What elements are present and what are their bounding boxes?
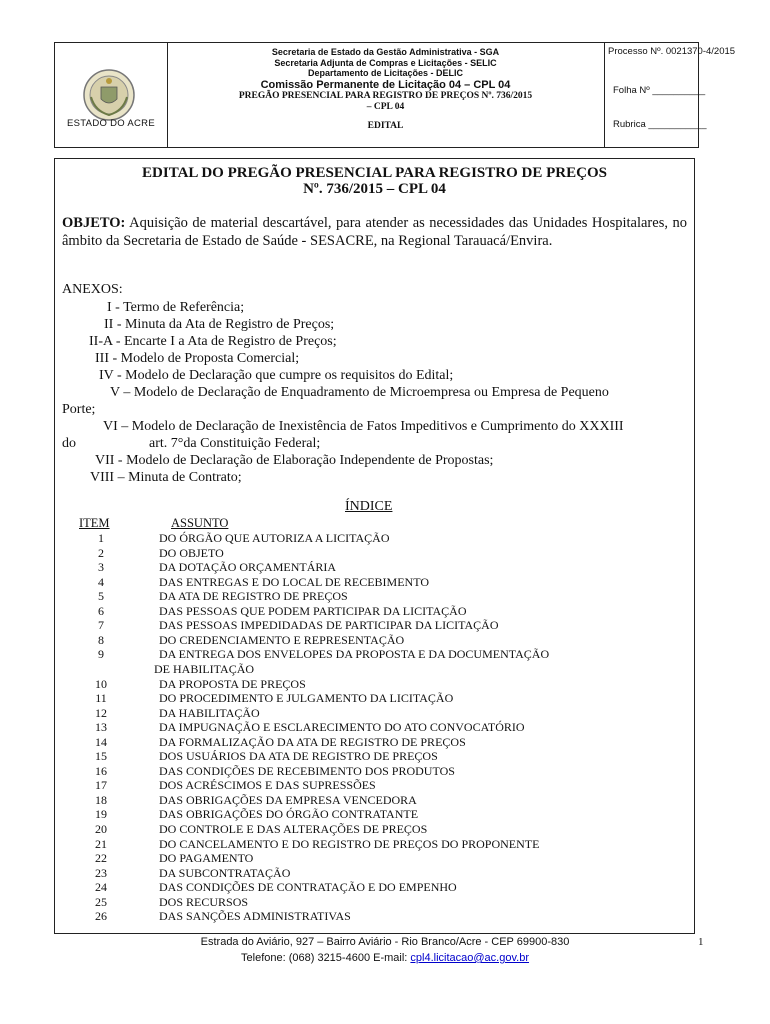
footer-phone: Telefone: (068) 3215-4600 E-mail: bbox=[241, 952, 411, 964]
anexo-item: II-A - Encarte I a Ata de Registro de Preços; bbox=[89, 334, 337, 349]
indice-row bbox=[55, 807, 694, 822]
indice-item-subject: DO OBJETO bbox=[159, 545, 224, 560]
anexo-item: V – Modelo de Declaração de Enquadramento de Microempresa ou Empresa de Pequeno bbox=[110, 385, 609, 400]
anexo-item: do bbox=[62, 436, 76, 451]
indice-row bbox=[55, 546, 694, 561]
indice-row bbox=[55, 778, 694, 793]
indice-item-subject: DOS RECURSOS bbox=[159, 894, 249, 909]
indice-item-subject: DAS CONDIÇÕES DE CONTRATAÇÃO E DO EMPENHO bbox=[159, 880, 457, 895]
indice-item-subject: DAS SANÇÕES ADMINISTRATIVAS bbox=[159, 909, 351, 924]
anexo-item: VIII – Minuta de Contrato; bbox=[90, 470, 242, 485]
document-body bbox=[54, 158, 695, 934]
indice-row bbox=[55, 633, 694, 648]
indice-item-subject: DA FORMALIZAÇÃO DA ATA DE REGISTRO DE PREÇOS bbox=[159, 734, 466, 749]
indice-item-number: 5 bbox=[98, 589, 104, 604]
indice-item-subject: DA ATA DE REGISTRO DE PREÇOS bbox=[159, 589, 348, 604]
indice-item-subject: DOS ACRÉSCIMOS E DAS SUPRESSÕES bbox=[159, 778, 376, 793]
objeto-paragraph bbox=[62, 215, 687, 250]
indice-item-subject: DA IMPUGNAÇÃO E ESCLARECIMENTO DO ATO CONVOCATÓRIO bbox=[159, 720, 525, 735]
page-number: 1 bbox=[698, 936, 704, 948]
indice-item-subject: DO CANCELAMENTO E DO REGISTRO DE PREÇOS DO PROPONENTE bbox=[159, 836, 540, 851]
indice-title: ÍNDICE bbox=[345, 499, 393, 514]
indice-item-number: 17 bbox=[95, 778, 107, 793]
indice-row bbox=[55, 706, 694, 721]
indice-item-subject: DO ÓRGÃO QUE AUTORIZA A LICITAÇÃO bbox=[159, 531, 390, 545]
header-line-sga: Secretaria de Estado da Gestão Administrativa - SGA bbox=[271, 47, 500, 57]
indice-row bbox=[55, 749, 694, 764]
state-seal-icon bbox=[81, 67, 137, 123]
indice-row bbox=[55, 880, 694, 895]
anexo-item: VII - Modelo de Declaração de Elaboração Independente de Propostas; bbox=[95, 453, 494, 468]
indice-row bbox=[55, 560, 694, 575]
indice-item-subject: DE HABILITAÇÃO bbox=[154, 661, 255, 676]
anexo-item: III - Modelo de Proposta Comercial; bbox=[95, 351, 300, 366]
indice-row bbox=[55, 618, 694, 633]
header-line-selic: Secretaria Adjunta de Compras e Licitações - SELIC bbox=[274, 57, 497, 68]
indice-item-number: 16 bbox=[95, 763, 107, 778]
indice-item-subject: DAS CONDIÇÕES DE RECEBIMENTO DOS PRODUTOS bbox=[159, 763, 455, 778]
indice-item-number: 13 bbox=[95, 720, 107, 735]
header-process-cell bbox=[604, 43, 736, 147]
indice-item-subject: DAS PESSOAS IMPEDIDADAS DE PARTICIPAR DA LICITAÇÃO bbox=[159, 618, 499, 633]
indice-item-subject: DA DOTAÇÃO ORÇAMENTÁRIA bbox=[159, 560, 337, 575]
indice-item-number: 4 bbox=[98, 574, 104, 589]
indice-item-number: 7 bbox=[98, 618, 104, 633]
indice-item-number: 25 bbox=[95, 894, 107, 909]
indice-item-subject: DAS OBRIGAÇÕES DA EMPRESA VENCEDORA bbox=[159, 792, 417, 807]
indice-item-subject: DA SUBCONTRATAÇÃO bbox=[159, 865, 291, 880]
footer-email-link[interactable]: cpl4.licitacao@ac.gov.br bbox=[410, 952, 529, 964]
indice-item-subject: DO PROCEDIMENTO E JULGAMENTO DA LICITAÇÃO bbox=[159, 691, 454, 706]
indice-row bbox=[55, 647, 694, 662]
anexo-item: art. 7°da Constituição Federal; bbox=[149, 436, 321, 451]
indice-row bbox=[55, 866, 694, 881]
document-header bbox=[54, 42, 736, 148]
header-line-delic: Departamento de Licitações - DELIC bbox=[307, 68, 464, 78]
indice-row bbox=[55, 662, 694, 677]
footer-address: Estrada do Aviário, 927 – Bairro Aviário - Rio Branco/Acre - CEP 69900-830 bbox=[200, 936, 570, 948]
indice-item-subject: DO CONTROLE E DAS ALTERAÇÕES DE PREÇOS bbox=[159, 822, 428, 836]
folha-field: Folha Nº __________ bbox=[613, 85, 706, 96]
header-seal-cell bbox=[55, 43, 168, 147]
indice-item-number: 14 bbox=[95, 734, 107, 749]
indice-row bbox=[55, 691, 694, 706]
indice-item-number: 9 bbox=[98, 647, 104, 662]
state-label: ESTADO DO ACRE bbox=[67, 118, 155, 129]
indice-item-number: 23 bbox=[95, 865, 107, 880]
header-line-pregao: PREGÃO PRESENCIAL PARA REGISTRO DE PREÇOS Nº. 736/2015 bbox=[238, 90, 533, 101]
indice-row bbox=[55, 735, 694, 750]
indice-item-number: 3 bbox=[98, 560, 104, 575]
indice-item-subject: DAS ENTREGAS E DO LOCAL DE RECEBIMENTO bbox=[159, 574, 429, 589]
indice-row bbox=[55, 677, 694, 692]
indice-row bbox=[55, 793, 694, 808]
anexo-item: VI – Modelo de Declaração de Inexistência de Fatos Impeditivos e Cumprimento do XXXIII bbox=[103, 419, 624, 434]
document-title-line1: EDITAL DO PREGÃO PRESENCIAL PARA REGISTRO DE PREÇOS bbox=[142, 165, 607, 181]
anexo-item: I - Termo de Referência; bbox=[107, 300, 245, 315]
indice-item-number: 19 bbox=[95, 807, 107, 822]
rubrica-field: Rubrica ___________ bbox=[613, 119, 707, 130]
indice-row bbox=[55, 837, 694, 852]
indice-item-number: 21 bbox=[95, 836, 107, 851]
indice-item-subject: DO CREDENCIAMENTO E REPRESENTAÇÃO bbox=[159, 632, 405, 647]
indice-row bbox=[55, 604, 694, 619]
objeto-text: Aquisição de material descartável, para atender as necessidades das Unidades Hospitalares, no âmbito da Secretaria de Estado de Saúde - SESACRE, na Regional Tarauacá/Envira. bbox=[62, 215, 687, 249]
anexo-item: Porte; bbox=[62, 402, 96, 417]
indice-item-subject: DA PROPOSTA DE PREÇOS bbox=[159, 676, 306, 691]
header-line-edital: EDITAL bbox=[367, 120, 404, 131]
indice-item-number: 2 bbox=[98, 545, 104, 560]
footer-contact bbox=[0, 951, 770, 965]
indice-row bbox=[55, 909, 694, 924]
indice-item-number: 18 bbox=[95, 792, 107, 807]
indice-item-number: 15 bbox=[95, 749, 107, 764]
indice-item-number: 20 bbox=[95, 822, 107, 836]
indice-item-subject: DA ENTREGA DOS ENVELOPES DA PROPOSTA E DA DOCUMENTAÇÃO bbox=[159, 647, 550, 662]
indice-item-subject: DA HABILITAÇÃO bbox=[159, 705, 260, 720]
indice-item-number: 8 bbox=[98, 632, 104, 647]
anexos-label: ANEXOS: bbox=[62, 282, 123, 297]
document-title-line2: Nº. 736/2015 – CPL 04 bbox=[303, 181, 446, 197]
indice-col-item: ITEM bbox=[79, 516, 110, 530]
indice-col-assunto: ASSUNTO bbox=[171, 516, 229, 530]
indice-row bbox=[55, 575, 694, 590]
indice-item-number: 11 bbox=[95, 691, 107, 706]
indice-row bbox=[55, 851, 694, 866]
indice-row bbox=[55, 764, 694, 779]
indice-row bbox=[55, 589, 694, 604]
indice-item-subject: DAS OBRIGAÇÕES DO ÓRGÃO CONTRATANTE bbox=[159, 807, 419, 822]
indice-item-number: 1 bbox=[98, 531, 104, 545]
indice-item-number: 22 bbox=[95, 851, 107, 866]
indice-item-number: 6 bbox=[98, 603, 104, 618]
header-title-cell bbox=[167, 43, 605, 147]
objeto-label: OBJETO: bbox=[62, 215, 126, 231]
indice-row bbox=[55, 531, 694, 546]
indice-item-subject: DOS USUÁRIOS DA ATA DE REGISTRO DE PREÇOS bbox=[159, 749, 438, 764]
indice-item-subject: DO PAGAMENTO bbox=[159, 851, 254, 866]
indice-row bbox=[55, 822, 694, 837]
header-line-cpl04: – CPL 04 bbox=[366, 101, 405, 112]
indice-item-number: 10 bbox=[95, 676, 107, 691]
indice-item-number: 26 bbox=[95, 909, 107, 924]
processo-number: Processo Nº. 0021370-4/2015 bbox=[608, 46, 736, 57]
indice-row bbox=[55, 895, 694, 910]
indice-item-subject: DAS PESSOAS QUE PODEM PARTICIPAR DA LICITAÇÃO bbox=[159, 603, 467, 618]
indice-row bbox=[55, 720, 694, 735]
indice-item-number: 24 bbox=[95, 880, 107, 895]
anexo-item: IV - Modelo de Declaração que cumpre os requisitos do Edital; bbox=[99, 368, 454, 383]
indice-item-number: 12 bbox=[95, 705, 107, 720]
anexo-item: II - Minuta da Ata de Registro de Preços; bbox=[104, 317, 335, 332]
header-line-cpl: Comissão Permanente de Licitação 04 – CPL 04 bbox=[260, 78, 511, 91]
